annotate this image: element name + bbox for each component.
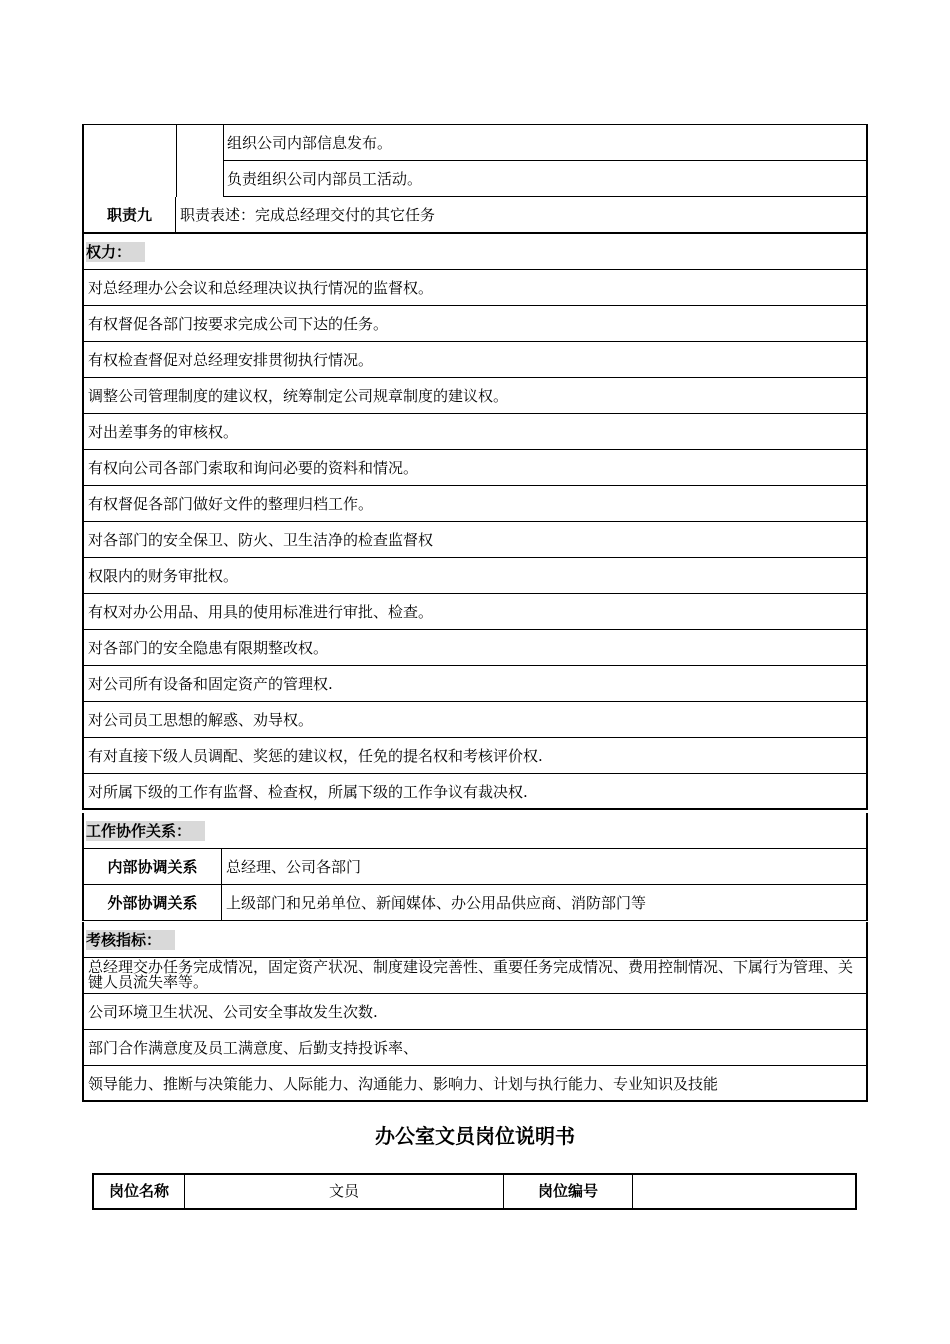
power-item-text: 对总经理办公会议和总经理决议执行情况的监督权。 [88,279,434,297]
power-item-text: 有权对办公用品、用具的使用标准进行审批、检查。 [88,603,434,621]
position-info-table [92,1173,857,1210]
power-item-text: 对出差事务的审核权。 [88,423,239,441]
assessment-item [84,1030,866,1066]
power-item-text: 有权督促各部门做好文件的整理归档工作。 [88,495,374,513]
power-item [84,270,866,306]
duty-index-cell [176,125,224,197]
duty-detail-text: 组织公司内部信息发布。 [227,134,393,152]
internal-relations-label: 内部协调关系 [84,849,222,884]
power-item-text: 有对直接下级人员调配、奖惩的建议权，任免的提名权和考核评价权. [88,747,543,765]
power-item [84,450,866,486]
power-item-text: 有权督促各部门按要求完成公司下达的任务。 [88,315,389,333]
power-item-text: 对各部门的安全保卫、防火、卫生洁净的检查监督权 [88,531,434,549]
power-item [84,342,866,378]
internal-relations-row [84,849,866,885]
power-item-text: 权限内的财务审批权。 [88,567,239,585]
duty-nine-row [84,197,866,233]
assessment-header-label: 考核指标： [86,930,175,950]
power-item [84,702,866,738]
power-item [84,414,866,450]
assessment-item-text: 部门合作满意度及员工满意度、后勤支持投诉率、 [88,1039,419,1057]
duty-nine-label: 职责九 [84,197,176,233]
relations-header [84,813,866,849]
power-item [84,594,866,630]
power-item-text: 对公司所有设备和固定资产的管理权. [88,675,333,693]
power-item-text: 对所属下级的工作有监督、检查权，所属下级的工作争议有裁决权. [88,783,528,801]
power-item [84,630,866,666]
powers-header [84,234,866,270]
internal-relations-text: 总经理、公司各部门 [226,858,362,876]
position-no-value [633,1175,855,1208]
position-name-label: 岗位名称 [94,1175,185,1208]
power-item-text: 调整公司管理制度的建议权，统筹制定公司规章制度的建议权。 [88,387,509,405]
relations-section [82,813,868,921]
duty-detail-text: 负责组织公司内部员工活动。 [227,170,423,188]
duty-detail-row [223,161,866,197]
assessment-item [84,958,866,994]
assessment-item [84,1066,866,1102]
duty-detail-row [223,125,866,161]
assessment-item-text: 领导能力、推断与决策能力、人际能力、沟通能力、影响力、计划与执行能力、专业知识及技能 [88,1075,719,1093]
position-name-value: 文员 [185,1175,504,1208]
duty-nine-text: 职责表述：完成总经理交付的其它任务 [180,206,436,224]
relations-header-label: 工作协作关系： [86,821,205,841]
duty-section [82,124,868,234]
power-item [84,306,866,342]
power-item [84,378,866,414]
power-item-text: 对各部门的安全隐患有限期整改权。 [88,639,329,657]
position-no-label: 岗位编号 [504,1175,633,1208]
assessment-header [84,922,866,958]
assessment-section [82,922,868,1102]
powers-header-label: 权力： [86,242,145,262]
power-item [84,558,866,594]
assessment-item-text: 公司环境卫生状况、公司安全事故发生次数. [88,1003,378,1021]
document-title: 办公室文员岗位说明书 [375,1124,575,1148]
power-item-text: 有权向公司各部门索取和询问必要的资料和情况。 [88,459,419,477]
external-relations-text: 上级部门和兄弟单位、新闻媒体、办公用品供应商、消防部门等 [226,894,647,912]
power-item [84,774,866,810]
power-item [84,522,866,558]
power-item-text: 对公司员工思想的解惑、劝导权。 [88,711,314,729]
power-item [84,486,866,522]
external-relations-row [84,885,866,921]
power-item [84,738,866,774]
power-item [84,666,866,702]
power-item-text: 有权检查督促对总经理安排贯彻执行情况。 [88,351,374,369]
assessment-item [84,994,866,1030]
powers-section [82,234,868,810]
assessment-item-text: 总经理交办任务完成情况，固定资产状况、制度建设完善性、重要任务完成情况、费用控制情况、下属行为管理、关键人员流失率等。 [88,958,854,991]
external-relations-label: 外部协调关系 [84,885,222,920]
duty-label-cell [84,125,177,197]
